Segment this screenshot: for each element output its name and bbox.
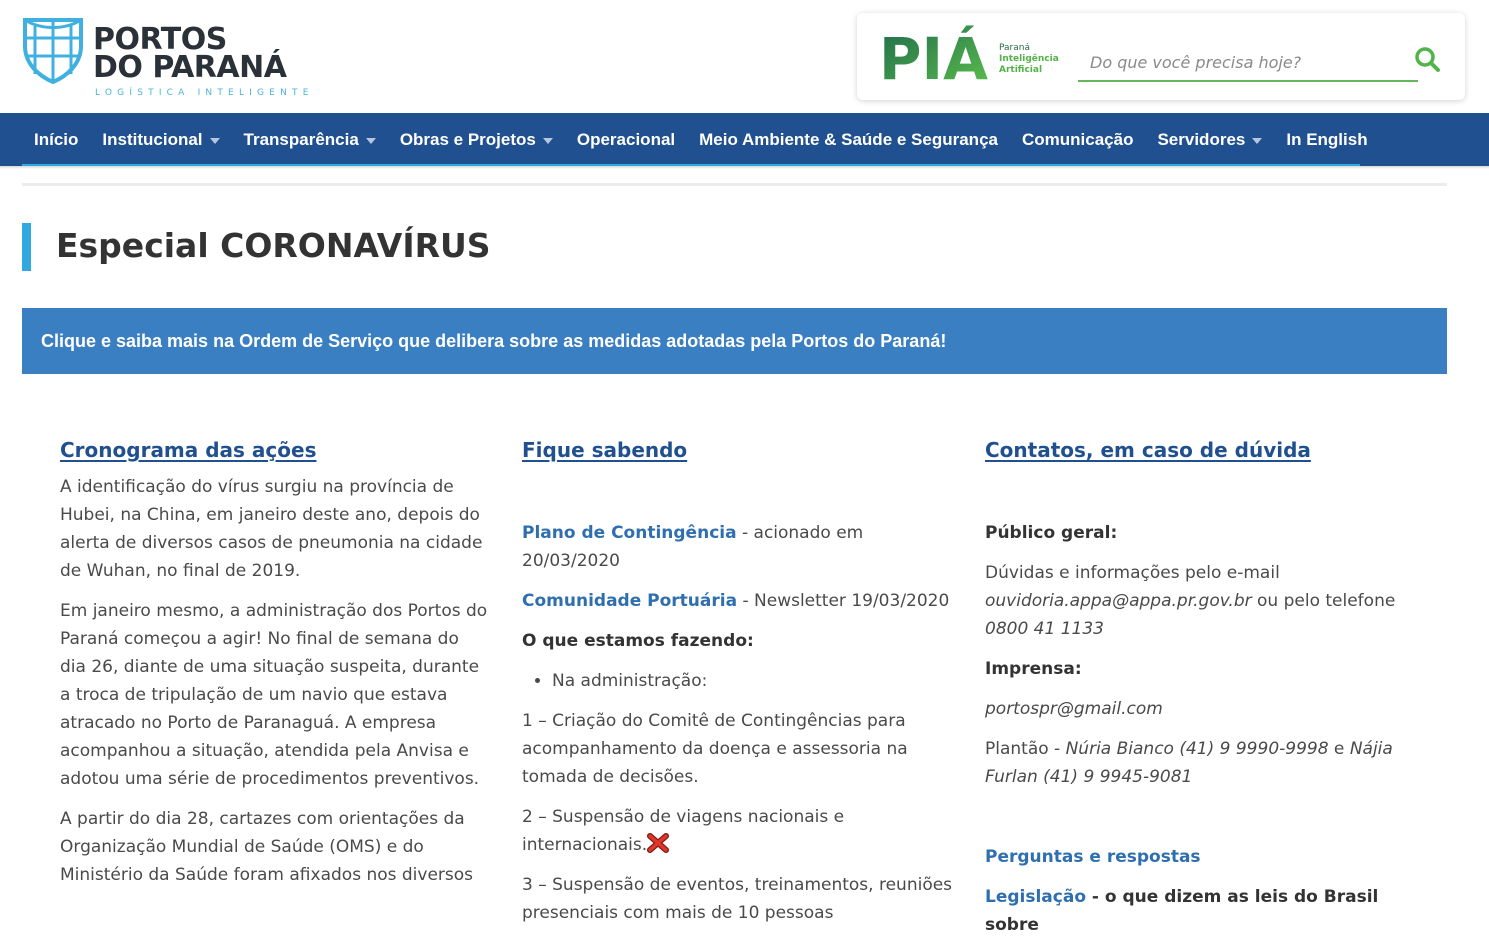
legislacao-paragraph xyxy=(985,883,1425,939)
column-fique-sabendo xyxy=(522,433,954,939)
spacer xyxy=(985,803,1425,843)
ouvidoria-email[interactable]: ouvidoria.appa@appa.pr.gov.br xyxy=(985,591,1252,611)
nav-item-transparencia[interactable] xyxy=(232,113,388,166)
pia-logo[interactable] xyxy=(879,25,991,89)
paragraph xyxy=(522,803,954,859)
nav-item-label: In English xyxy=(1286,129,1368,149)
plantao-paragraph xyxy=(985,735,1425,791)
bullet-list xyxy=(522,667,954,695)
legislacao-link[interactable]: Legislação xyxy=(985,887,1087,907)
portos-do-parana-logo[interactable] xyxy=(21,14,314,100)
nav-item-label: Comunicação xyxy=(1021,129,1134,149)
spacer xyxy=(985,473,1425,519)
divider xyxy=(22,183,1447,186)
nav-item-inicio[interactable] xyxy=(22,113,90,166)
logo-title: PORTOS DO PARANÁ xyxy=(93,22,287,85)
site-header xyxy=(0,0,1489,113)
nav-item-label: Obras e Projetos xyxy=(399,129,536,149)
comunidade-portuaria-link[interactable]: Comunidade Portuária xyxy=(522,591,738,611)
shield-globe-icon xyxy=(21,16,85,84)
contatos-heading-link[interactable]: Contatos, em caso de dúvida xyxy=(985,438,1311,462)
imprensa-label: Imprensa: xyxy=(985,659,1082,679)
nav-item-label: Servidores xyxy=(1157,129,1246,149)
comunidade-paragraph xyxy=(522,587,954,615)
ou-telefone-text: ou pelo telefone xyxy=(1251,591,1396,611)
chevron-down-icon xyxy=(1252,138,1262,144)
nav-item-label: Transparência xyxy=(243,129,359,149)
plantao-contact-1: Núria Bianco (41) 9 9990-9998 xyxy=(1065,739,1329,759)
plano-text: - acionado em 20/03/2020 xyxy=(522,523,864,571)
cronograma-heading-link[interactable]: Cronograma das ações xyxy=(60,438,317,462)
nav-item-obras-e-projetos[interactable] xyxy=(388,113,565,166)
plano-contingencia-link[interactable]: Plano de Contingência xyxy=(522,523,737,543)
paragraph: Em janeiro mesmo, a administração dos Portos do Paraná começou a agir! No final de semana do dia 26, diante de uma situação suspeita, durante a troca de tripulação de um navio que estava atracado no Porto de Paranaguá. A empresa acompanhou a situação, atendida pela Anvisa e adotou uma série de procedimentos preventivos. xyxy=(60,601,488,789)
nav-item-label: Institucional xyxy=(102,129,203,149)
nav-list xyxy=(22,113,1380,166)
chevron-down-icon xyxy=(543,138,553,144)
telefone-number[interactable]: 0800 41 1133 xyxy=(985,619,1104,639)
nav-item-operacional[interactable] xyxy=(565,113,687,166)
item2-text: 2 – Suspensão de viagens nacionais e internacionais. xyxy=(522,807,845,855)
plantao-and: e xyxy=(1328,739,1350,759)
list-item: • Na administração: xyxy=(552,667,954,695)
nav-item-label: Meio Ambiente & Saúde e Segurança xyxy=(699,129,998,149)
fique-sabendo-heading-link[interactable]: Fique sabendo xyxy=(522,438,688,462)
column-contatos xyxy=(985,433,1425,951)
search-input[interactable] xyxy=(1078,45,1418,82)
spacer xyxy=(522,473,954,519)
paragraph: A partir do dia 28, cartazes com orientações da Organização Mundial de Saúde (OMS) e do Ministério da Saúde foram afixados nos diversos xyxy=(60,809,474,885)
nav-item-label: Início xyxy=(34,129,79,149)
nav-item-label: Operacional xyxy=(576,129,676,149)
column-cronograma xyxy=(60,433,490,901)
imprensa-email[interactable]: portospr@gmail.com xyxy=(985,699,1163,719)
paragraph: 1 – Criação do Comitê de Contingências para acompanhamento da doença e assessoria na tomada de decisões. xyxy=(522,711,908,787)
plano-paragraph xyxy=(522,519,954,575)
nav-item-in-english[interactable] xyxy=(1274,113,1379,166)
search-icon xyxy=(1413,45,1443,75)
page-title: Especial CORONAVÍRUS xyxy=(56,226,491,265)
chevron-down-icon xyxy=(366,138,376,144)
duvidas-text: Dúvidas e informações pelo e-mail xyxy=(985,563,1280,583)
nav-shadow xyxy=(0,166,1489,169)
legislacao-text: - o que dizem as leis do Brasil sobre xyxy=(985,887,1379,935)
paragraph: A identificação do vírus surgiu na província de Hubei, na China, em janeiro deste ano, depois do alerta de diversos casos de pneumonia na cidade de Wuhan, no final de 2019. xyxy=(60,477,483,581)
pia-search-panel xyxy=(857,13,1465,100)
perguntas-respostas-link[interactable]: Perguntas e respostas xyxy=(985,847,1201,867)
paragraph: 3 – Suspensão de eventos, treinamentos, reuniões presenciais com mais de 10 pessoas xyxy=(522,875,953,923)
comunidade-text: - Newsletter 19/03/2020 xyxy=(737,591,950,611)
plantao-prefix: Plantão - xyxy=(985,739,1066,759)
publico-geral-label: Público geral: xyxy=(985,523,1118,543)
svg-text:PIÁ: PIÁ xyxy=(879,25,988,85)
ordem-de-servico-banner-link[interactable]: Clique e saiba mais na Ordem de Serviço que delibera sobre as medidas adotadas pela Portos do Paraná! xyxy=(22,308,1447,374)
pia-subtitle: Paraná Inteligência Artificial xyxy=(999,43,1059,75)
chevron-down-icon xyxy=(210,138,220,144)
nav-item-comunicacao[interactable] xyxy=(1010,113,1145,166)
title-accent-bar xyxy=(22,223,31,271)
search-button[interactable] xyxy=(1413,45,1443,75)
nav-item-servidores[interactable] xyxy=(1145,113,1274,166)
main-navigation xyxy=(0,113,1489,166)
duvidas-paragraph xyxy=(985,559,1425,643)
fazendo-heading: O que estamos fazendo: xyxy=(522,631,754,651)
pia-logo-mark-icon xyxy=(879,25,991,85)
plantao-contact-2: Nájia Furlan (41) 9 9945-9081 xyxy=(985,739,1393,787)
cross-mark-icon xyxy=(647,832,669,854)
logo-tagline: LOGÍSTICA INTELIGENTE xyxy=(95,88,314,98)
nav-item-institucional[interactable] xyxy=(90,113,231,166)
nav-item-meio-ambiente-saude-e-seguranca[interactable] xyxy=(687,113,1010,166)
